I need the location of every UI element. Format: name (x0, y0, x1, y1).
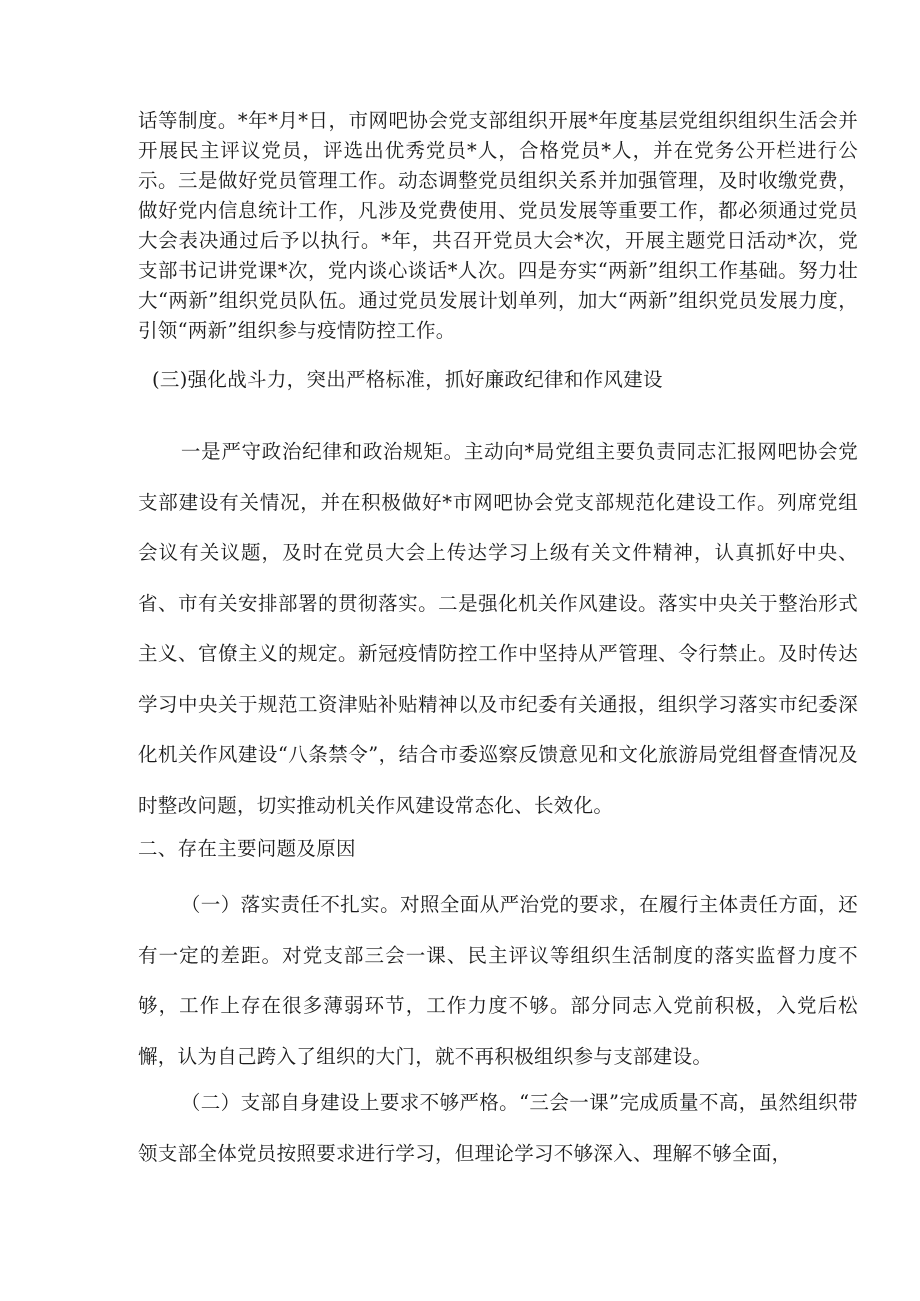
paragraph-issue-1: （一）落实责任不扎实。对照全面从严治党的要求，在履行主体责任方面，还有一定的差距。对党支部三会一课、民主评议等组织生活制度的落实监督力度不够，工作上存在很多薄弱环节，工作力度不够。部分同志入党前积极，入党后松懈，认为自己跨入了组织的大门，就不再积极组织参与支部建设。 (138, 893, 858, 1068)
section-heading-3: (三)强化战斗力，突出严格标准，抓好廉政纪律和作风建设 (152, 368, 663, 391)
paragraph-issue-2: （二）支部自身建设上要求不够严格。“三会一课”完成质量不高，虽然组织带领支部全体党员按照要求进行学习，但理论学习不够深入、理解不够全面， (138, 1091, 858, 1165)
section-2-title: 二、存在主要问题及原因 (138, 837, 356, 860)
paragraph-discipline: 一是严守政治纪律和政治规矩。主动向*局党组主要负责同志汇报网吧协会党支部建设有关情况，并在积极做好*市网吧协会党支部规范化建设工作。列席党组会议有关议题，及时在党员大会上传达学习上级有关文件精神，认真抓好中央、省、市有关安排部署的贯彻落实。二是强化机关作风建设。落实中央关于整治形式主义、官僚主义的规定。新冠疫情防控工作中坚持从严管理、令行禁止。及时传达学习中央关于规范工资津贴补贴精神以及市纪委有关通报，组织学习落实市纪委深化机关作风建设“八条禁令”，结合市委巡察反馈意见和文化旅游局党组督查情况及时整改问题，切实推动机关作风建设常态化、长效化。 (138, 440, 858, 817)
paragraph-party-rules: 话等制度。*年*月*日，市网吧协会党支部组织开展*年度基层党组织组织生活会并开展民主评议党员，评选出优秀党员*人，合格党员*人，并在党务公开栏进行公示。三是做好党员管理工作。动态调整党员组织关系并加强管理，及时收缴党费，做好党内信息统计工作，凡涉及党费使用、党员发展等重要工作，都必须通过党员大会表决通过后予以执行。*年，共召开党员大会*次，开展主题党日活动*次，党支部书记讲党课*次，党内谈心谈话*人次。四是夯实“两新”组织工作基础。努力壮大“两新”组织党员队伍。通过党员发展计划单列，加大“两新”组织党员发展力度，引领“两新”组织参与疫情防控工作。 (138, 109, 858, 342)
